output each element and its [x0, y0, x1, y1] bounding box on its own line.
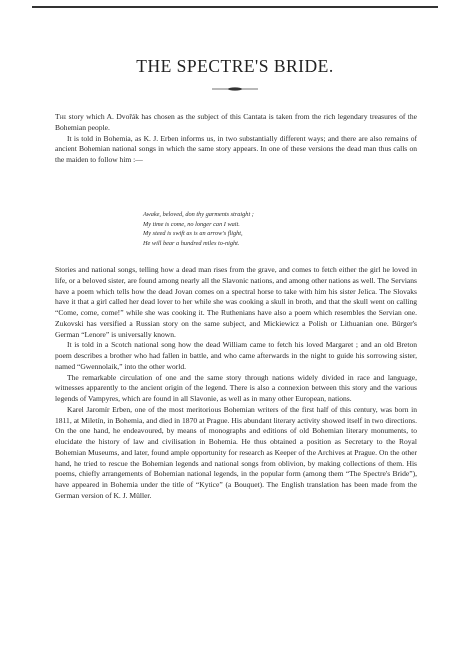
verse-line: My steed is swift as is an arrow's flight,	[143, 230, 243, 238]
top-rule	[32, 6, 438, 8]
intro-text	[55, 112, 417, 166]
page-title: THE SPECTRE'S BRIDE.	[136, 56, 334, 76]
body-paragraph: Stories and national songs, telling how a dead man rises from the grave, and comes to fetch either the girl he loved in life, or a beloved sister, are found among nearly all the Slavonic nations, and among other nations as well. The Servians have a poem which tells how the dead Jovan comes on a spectral horse to take with him his sister Jelica. The Slovaks have it that a girl called her dead lover to her while she was cooking a skull in broth, and that the skull went on calling “Come, come, come!” while she was cooking it. The Ruthenians have also a poem which resembles the Servian one. Zukovski has versified a Russian story on the same subject, and Mickiewicz a Polish or Lithuanian one. Bürger's German “Lenore” is universally known.	[55, 265, 417, 339]
body-paragraph: The remarkable circulation of one and the same story through nations widely divided in race and language, witnesses apparently to the ancient origin of the legend. There is also a connexion between this story and the various legends of Vampyres, which are found in all Slavonie, as well as in many other European, nations.	[55, 372, 417, 403]
body-paragraph: It is told in a Scotch national song how the dead William came to fetch his loved Margaret ; and an old Breton poem describes a brother who had fallen in battle, and who came afterwards in the night to guide his sorrowing sister, named “Gwennolaik,” into the other world.	[55, 340, 417, 371]
title-ornament	[212, 87, 258, 91]
intro-lead-word: The	[55, 112, 67, 121]
intro-paragraph-1	[55, 112, 417, 134]
verse-quote	[143, 210, 343, 249]
body-text	[55, 265, 417, 502]
intro-paragraph-1-rest: story which A. Dvořák has chosen as the subject of this Cantata is taken from the rich legendary treasures of the Bohemian people.	[55, 112, 417, 132]
body-paragraph: Karel Jaromír Erben, one of the most meritorious Bohemian writers of the first half of this century, was born in 1811, at Miletín, in Bohemia, and died in 1870 at Prague. His abundant literary activity showed itself in two directions. On the one hand, he endeavoured, by means of monographs and editions of old Bohemian literary monuments, to elucidate the history of law and civilisation in Bohemia. He thus obtained a position as Secretary to the Royal Bohemian Museums, and later, found ample opportunity for research as Keeper of the Archives at Prague. On the other hand, he tried to rescue the Bohemian legends and national songs from oblivion, by making collections of them. His poems, chiefly arrangements of Bohemian national legends, in the popular form (among them “The Spectre's Bride”), have appeared in Bohemia under the title of “Kytice” (a Bouquet). The English translation has been made from the German version of K. J. Müller.	[55, 404, 417, 500]
verse-line: Awake, beloved, don thy garments straight ;	[143, 211, 254, 218]
verse-line: He will bear a hundred miles to-night.	[143, 240, 240, 248]
intro-paragraph-2: It is told in Bohemia, as K. J. Erben informs us, in two substantially different ways; and there are also remains of ancient Bohemian national songs in which the same story appears. In one of these versions the dead man thus calls on the maiden to follow him :—	[55, 133, 417, 164]
verse-line: My time is come, no longer can I wait.	[143, 220, 240, 228]
